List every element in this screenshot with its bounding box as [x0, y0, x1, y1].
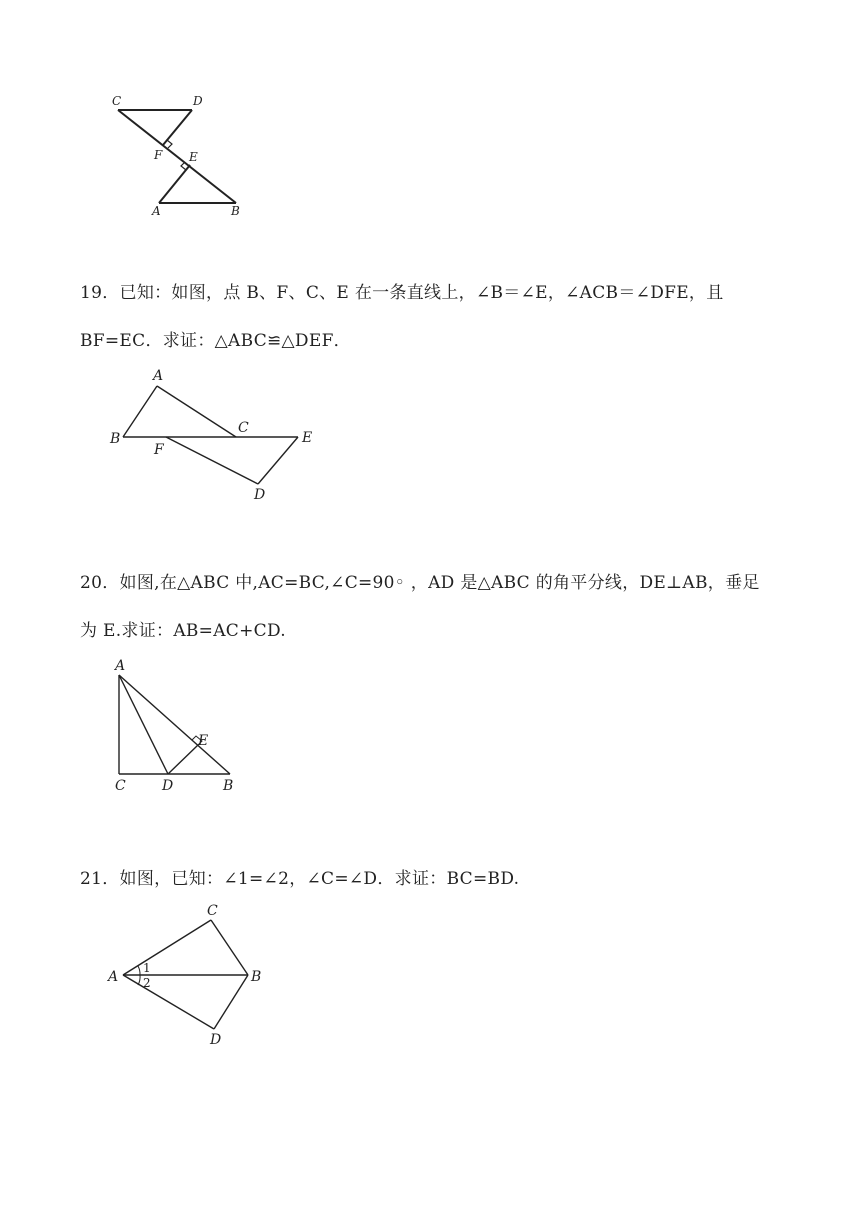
label-f: F	[154, 442, 164, 458]
label-d: D	[193, 94, 203, 108]
label-b: B	[110, 431, 121, 447]
label-c: C	[112, 94, 122, 108]
label-d: D	[210, 1032, 222, 1048]
label-f: F	[154, 148, 163, 162]
question-21-line-1: 21．如图，已知：∠1=∠2，∠C=∠D．求证：BC=BD.	[80, 869, 520, 889]
label-a: A	[153, 368, 164, 384]
label-c: C	[238, 420, 249, 436]
label-e: E	[198, 733, 209, 749]
segment-db	[214, 975, 248, 1029]
label-b: B	[251, 969, 262, 985]
label-e: E	[302, 430, 313, 446]
label-a: A	[152, 204, 161, 218]
label-b: B	[231, 204, 240, 218]
segment-ac	[123, 920, 211, 975]
label-d: D	[254, 487, 266, 503]
label-a: A	[108, 969, 119, 985]
label-b: B	[223, 778, 234, 794]
question-19-line-1: 19．已知：如图，点 B、F、C、E 在一条直线上，∠B＝∠E，∠ACB＝∠DFE，且	[80, 283, 724, 303]
label-c: C	[115, 778, 126, 794]
segment-ad	[123, 975, 214, 1029]
label-e: E	[189, 150, 198, 164]
label-d: D	[162, 778, 174, 794]
angle-arc-1	[138, 966, 140, 975]
angle-label-2: 2	[143, 976, 151, 990]
label-a: A	[115, 658, 126, 674]
question-19-line-2: BF=EC．求证：△ABC≌△DEF．	[80, 331, 351, 351]
question-20-line-2: 为 E.求证：AB=AC+CD.	[80, 621, 286, 641]
segment-cb	[211, 920, 248, 975]
question-20-line-1: 20．如图,在△ABC 中,AC=BC,∠C=90◦ ，AD 是△ABC 的角平分线，DE⊥AB，垂足	[80, 573, 760, 593]
label-c: C	[207, 903, 218, 919]
angle-arc-2	[138, 975, 140, 985]
angle-label-1: 1	[143, 961, 151, 975]
